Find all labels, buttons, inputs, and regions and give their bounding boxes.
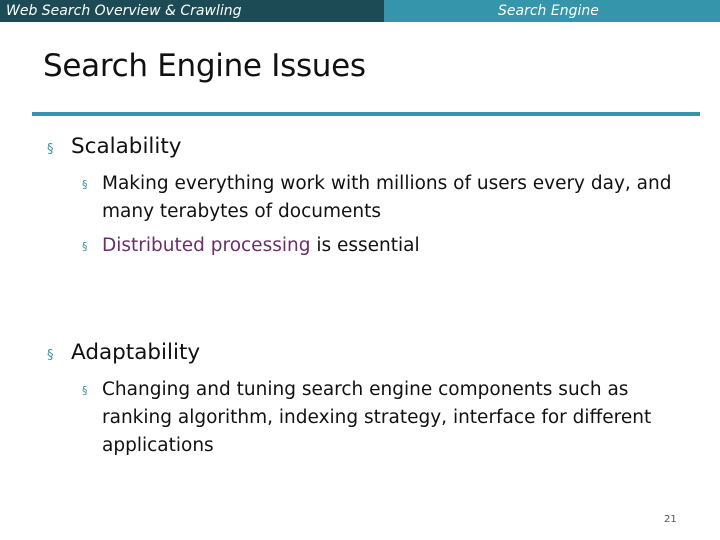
sub-bullet-changing-tuning: Changing and tuning search engine components such as ranking algorithm, indexing strategy, interface for different applications xyxy=(102,379,652,456)
header-left-text: Web Search Overview & Crawling xyxy=(6,3,242,19)
header-bar xyxy=(0,0,720,22)
bullet-scalability: Scalability xyxy=(71,134,182,159)
sub-bullet-distributed-rest: is essential xyxy=(310,235,420,256)
title-underline xyxy=(32,112,700,116)
header-left-panel xyxy=(0,0,384,22)
bullet-adaptability: Adaptability xyxy=(71,340,201,365)
slide-title: Search Engine Issues xyxy=(43,48,366,84)
highlight-distributed-processing: Distributed processing xyxy=(102,235,311,256)
header-right-panel xyxy=(384,0,720,22)
sub-bullet-marker: § xyxy=(82,384,88,397)
bullet-marker: § xyxy=(47,142,54,157)
sub-bullet-marker: § xyxy=(82,178,88,191)
sub-bullet-distributed xyxy=(102,232,420,260)
sub-bullet-marker: § xyxy=(82,240,88,253)
sub-bullet-millions-users: Making everything work with millions of users every day, and many terabytes of documents xyxy=(102,173,672,222)
page-number: 21 xyxy=(664,514,677,525)
header-right-text: Search Engine xyxy=(498,3,599,19)
bullet-marker: § xyxy=(47,348,54,363)
